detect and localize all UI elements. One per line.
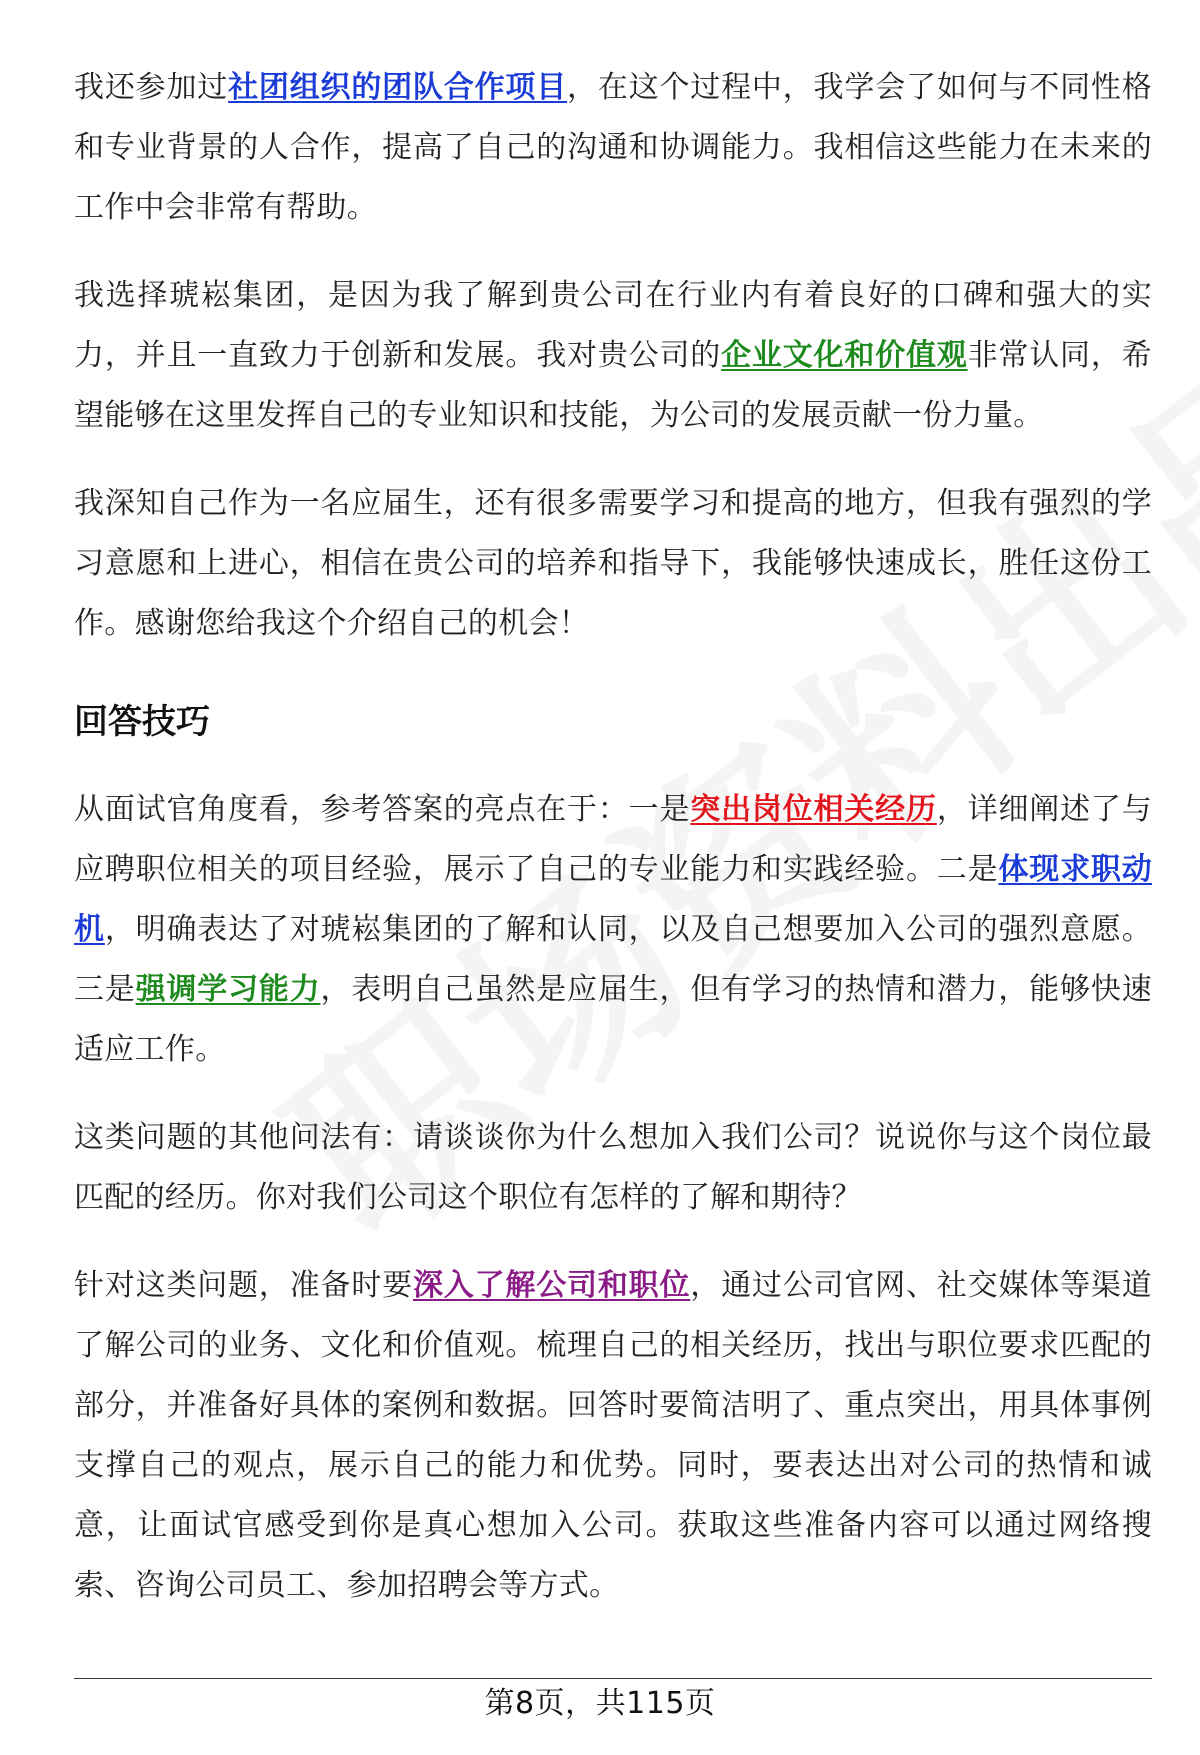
text-span: ，详细阐述了与应聘职位相关的项目经验，展示了自己的专业能力和实践经验。二是 — [74, 792, 1152, 887]
highlight-learning-ability: 强调学习能力 — [135, 972, 321, 1007]
text-span: 这类问题的其他问法有：请谈谈你为什么想加入我们公司？说说你与这个岗位最匹配的经历。你对我们公司这个职位有怎样的了解和期待？ — [74, 1120, 1152, 1215]
text-span: ，通过公司官网、社交媒体等渠道了解公司的业务、文化和价值观。梳理自己的相关经历，找出与职位要求匹配的部分，并准备好具体的案例和数据。回答时要简洁明了、重点突出，用具体事例支撑自己的观点，展示自己的能力和优势。同时，要表达出对公司的热情和诚意，让面试官感受到你是真心想加入公司。获取这些准备内容可以通过网络搜索、咨询公司员工、参加招聘会等方式。 — [74, 1268, 1152, 1603]
paragraph-team-project — [74, 58, 1152, 238]
text-span: 我还参加过 — [74, 70, 229, 105]
text-span: ，在这个过程中，我学会了如何与不同性格和专业背景的人合作，提高了自己的沟通和协调能力。我相信这些能力在未来的工作中会非常有帮助。 — [74, 70, 1153, 225]
text-span: 我选择琥崧集团，是因为我了解到贵公司在行业内有着良好的口碑和强大的实力，并且一直致力于创新和发展。我对贵公司的 — [74, 278, 1152, 373]
footer-divider — [74, 1678, 1152, 1679]
text-span: ，明确表达了对琥崧集团的了解和认同，以及自己想要加入公司的强烈意愿。三是 — [74, 912, 1152, 1007]
document-body — [74, 58, 1152, 1644]
paragraph-closing — [74, 474, 1152, 654]
section-title: 回答技巧 — [74, 702, 210, 742]
highlight-relevant-experience: 突出岗位相关经历 — [690, 792, 937, 827]
text-span: 我深知自己作为一名应届生，还有很多需要学习和提高的地方，但我有强烈的学习意愿和上进心，相信在贵公司的培养和指导下，我能够快速成长，胜任这份工作。感谢您给我这个介绍自己的机会！ — [74, 486, 1152, 641]
page-number: 第8页，共115页 — [484, 1686, 716, 1721]
paragraph-why-company — [74, 266, 1152, 446]
paragraph-preparation — [74, 1256, 1152, 1616]
highlight-culture-values: 企业文化和价值观 — [721, 338, 968, 373]
paragraph-other-questions — [74, 1108, 1152, 1228]
text-span: ，表明自己虽然是应届生，但有学习的热情和潜力，能够快速适应工作。 — [74, 972, 1152, 1067]
highlight-research-company: 深入了解公司和职位 — [412, 1268, 691, 1303]
text-span: 非常认同，希望能够在这里发挥自己的专业知识和技能，为公司的发展贡献一份力量。 — [74, 338, 1152, 433]
text-span: 针对这类问题，准备时要 — [74, 1268, 413, 1303]
highlight-team-project: 社团组织的团队合作项目 — [228, 70, 568, 105]
paragraph-highlights — [74, 780, 1152, 1080]
highlight-motivation: 体现求职动机 — [74, 852, 1153, 947]
text-span: 从面试官角度看，参考答案的亮点在于：一是 — [74, 792, 691, 827]
